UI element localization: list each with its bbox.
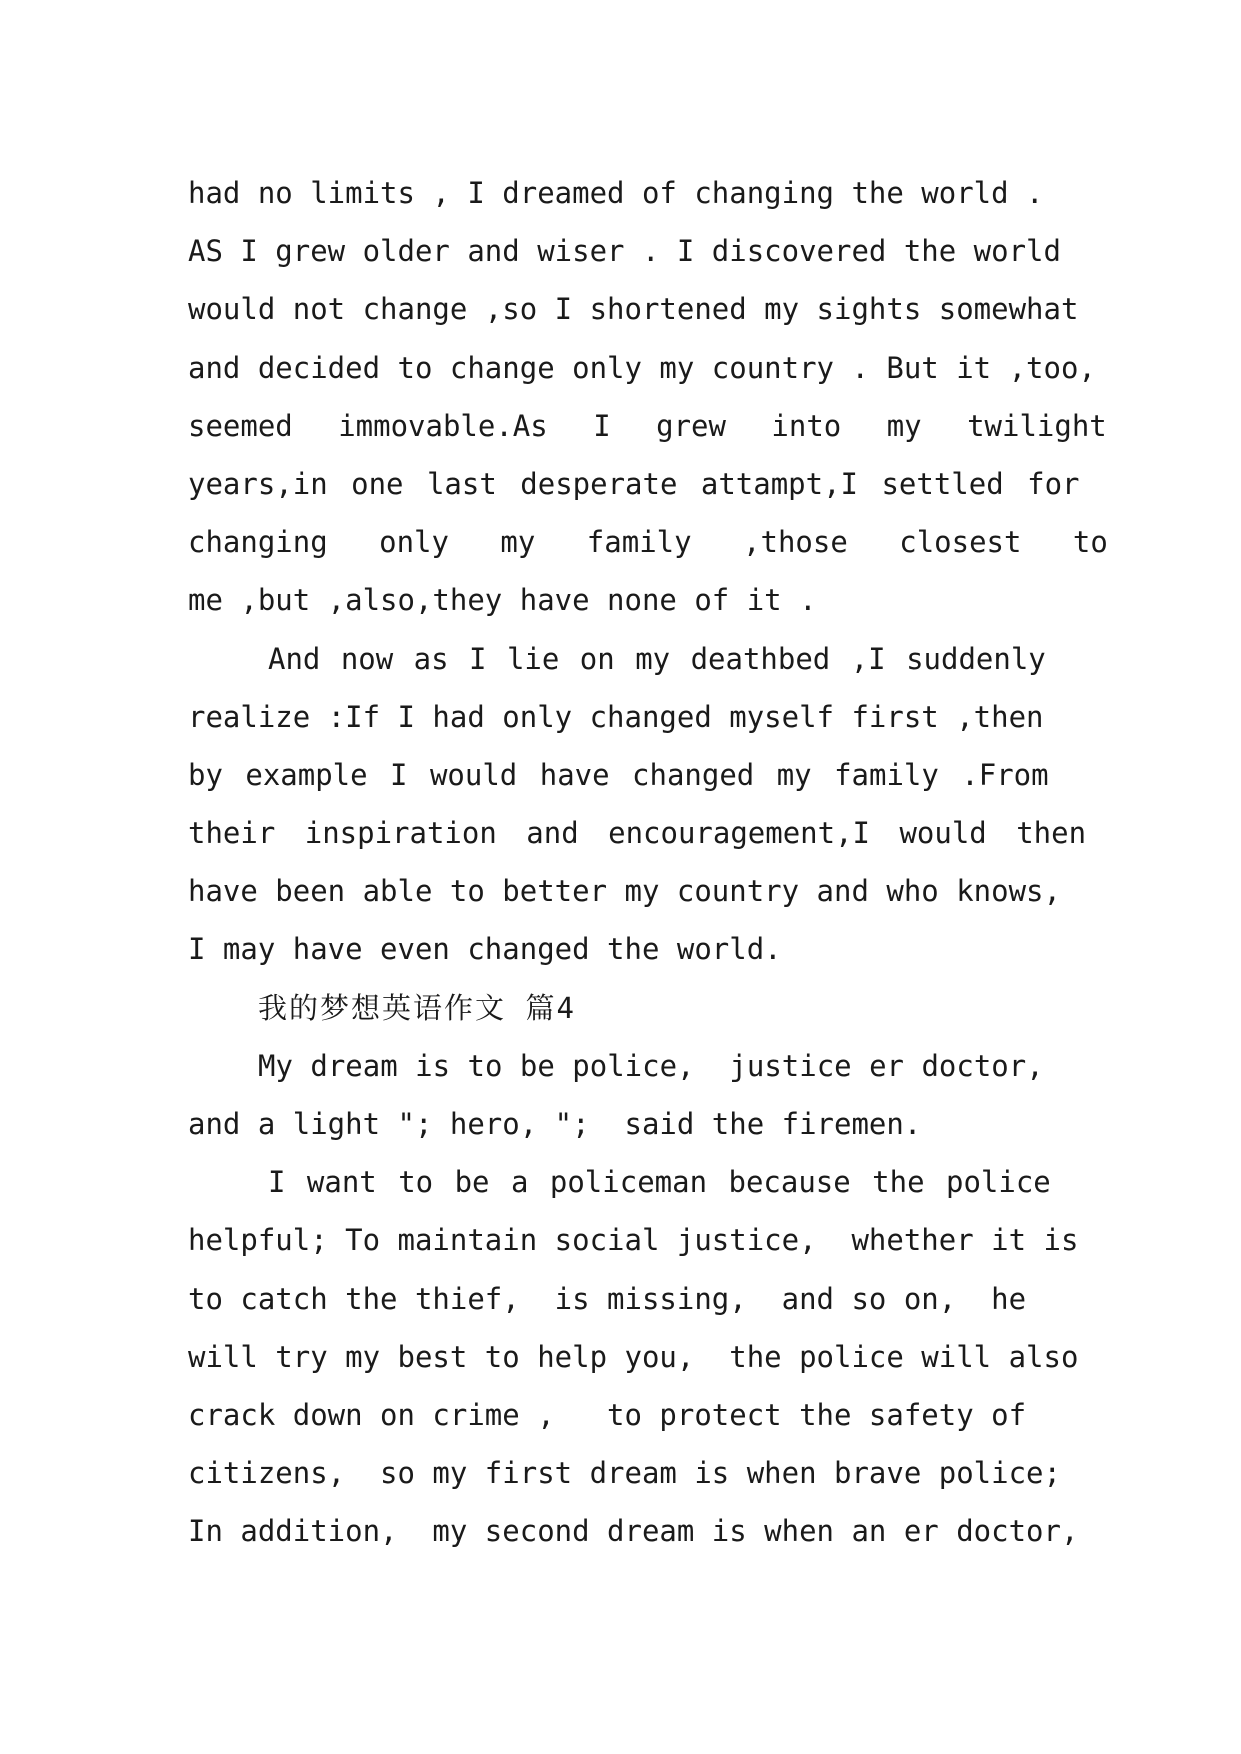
text-line: years,in one last desperate attampt,I settled for [188,466,1080,501]
text-line: had no limits , I dreamed of changing the world . [188,176,1044,210]
text-line: In addition, my second dream is when an er doctor, [188,1514,1079,1549]
text-line: seemed immovable.As I grew into my twilight [188,408,1107,443]
paragraph-start-line: I want to be a policeman because the police [268,1165,1051,1200]
text-line: will try my best to help you, the police will also [188,1339,1079,1374]
text-line: me ,but ,also,they have none of it . [188,583,817,618]
text-line: realize :If I had only changed myself first ,then [188,699,1044,734]
text-line: I may have even changed the world. [188,932,782,967]
text-line: by example I would have changed my family .From [188,757,1049,792]
paragraph-start-line: My dream is to be police, justice er doctor, [258,1048,1044,1083]
section-heading: 我的梦想英语作文 篇4 [258,990,576,1025]
text-line: and decided to change only my country . But it ,too, [188,350,1096,385]
document-page [188,164,1108,1561]
text-line: helpful; To maintain social justice, whether it is [188,1223,1079,1258]
text-line: changing only my family ,those closest to [188,525,1108,560]
text-line: and a light "; hero, "; said the firemen. [188,1107,922,1141]
paragraph-start-line: And now as I lie on my deathbed ,I suddenly [268,641,1046,676]
text-line: citizens, so my first dream is when brave police; [188,1456,1061,1491]
text-line: their inspiration and encouragement,I would then [188,816,1087,851]
text-line: AS I grew older and wiser . I discovered the world [188,234,1061,269]
text-line: to catch the thief, is missing, and so on, he [188,1281,1027,1316]
text-line: would not change ,so I shortened my sights somewhat [188,292,1079,327]
text-line: have been able to better my country and who knows, [188,874,1061,909]
text-line: crack down on crime , to protect the safety of [188,1397,1027,1432]
